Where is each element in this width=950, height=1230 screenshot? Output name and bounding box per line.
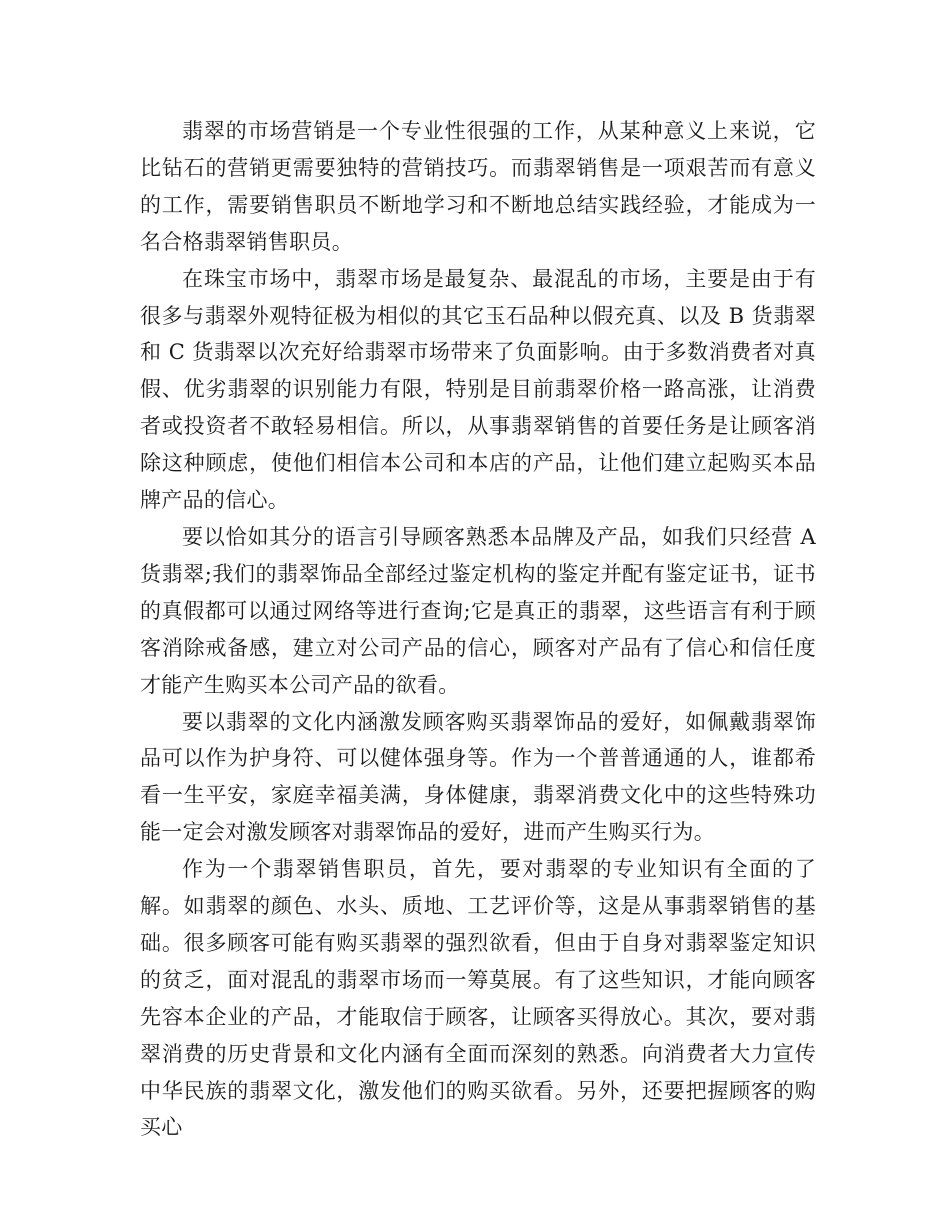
paragraph-2: 在珠宝市场中，翡翠市场是最复杂、最混乱的市场，主要是由于有很多与翡翠外观特征极为相似的其它玉石品种以假充真、以及 B 货翡翠和 C 货翡翠以次充好给翡翠市场带来了负面影响。由于多数消费者对真假、优劣翡翠的识别能力有限，特别是目前翡翠价格一路高涨，让消费者或投资者不敢轻易相信。所以，从事翡翠销售的首要任务是让顾客消除这种顾虑，使他们相信本公司和本店的产品，让他们建立起购买本品牌产品的信心。 [140,266,816,513]
document-body [140,113,816,1146]
paragraph-4: 要以翡翠的文化内涵激发顾客购买翡翠饰品的爱好，如佩戴翡翠饰品可以作为护身符、可以健体强身等。作为一个普普通通的人，谁都希看一生平安，家庭幸福美满，身体健康，翡翠消费文化中的这些特殊功能一定会对激发顾客对翡翠饰品的爱好，进而产生购买行为。 [140,709,816,845]
paragraph-1: 翡翠的市场营销是一个专业性很强的工作，从某种意义上来说，它比钻石的营销更需要独特的营销技巧。而翡翠销售是一项艰苦而有意义的工作，需要销售职员不断地学习和不断地总结实践经验，才能成为一名合格翡翠销售职员。 [140,119,816,254]
paragraph-3: 要以恰如其分的语言引导顾客熟悉本品牌及产品，如我们只经营 A 货翡翠;我们的翡翠饰品全部经过鉴定机构的鉴定并配有鉴定证书，证书的真假都可以通过网络等进行查询;它是真正的翡翠，这些语言有利于顾客消除戒备感，建立对公司产品的信心，顾客对产品有了信心和信任度才能产生购买本公司产品的欲看。 [140,524,816,697]
paragraph-5: 作为一个翡翠销售职员，首先，要对翡翠的专业知识有全面的了解。如翡翠的颜色、水头、质地、工艺评价等，这是从事翡翠销售的基础。很多顾客可能有购买翡翠的强烈欲看，但由于自身对翡翠鉴定知识的贫乏，面对混乱的翡翠市场而一筹莫展。有了这些知识，才能向顾客先容本企业的产品，才能取信于顾客，让顾客买得放心。其次，要对翡翠消费的历史背景和文化内涵有全面而深刻的熟悉。向消费者大力宣传中华民族的翡翠文化，激发他们的购买欲看。另外，还要把握顾客的购买心 [140,857,816,1140]
